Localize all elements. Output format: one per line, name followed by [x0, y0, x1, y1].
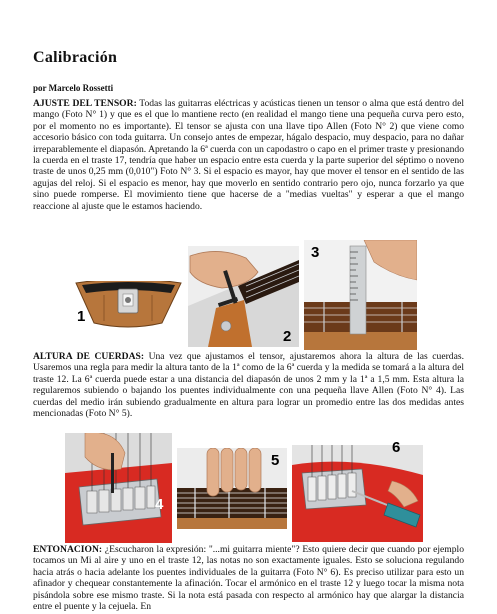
section-heading: AJUSTE DEL TENSOR:: [33, 98, 137, 109]
section-body: Todas las guitarras eléctricas y acústicas tienen un tensor o alma que está dentro del mango (Foto N° 1) y que es el que lo mantiene recto (en realidad el mango tiene una pequeña curva pero esto, por el momento no es importante). El tensor se ajusta con una llave tipo Allen (Foto N° 2) que viene como accesorio básico con toda guitarra. Un consejo antes de empezar, hágalo despacio, muy despacio, para no dañar irreparablemente el diapasón. Apretando la 6ª cuerda con un capodastro o capo en el primer traste y presionando la cuerda en el traste 17, tendría que haber un espacio entre esta cuerda y la parte superior del séptimo o noveno traste de unos 0,25 mm (0,010") Foto N° 3. Si el espacio es mayor, hay que mover el tensor en el sentido de las agujas del reloj. Si el espacio es menor, hay que moverlo en sentido contrario pero ojo, nunca forzarlo ya que sino puede romperse. El movimiento tiene que hacerse de a "medias vueltas" y esperar a que el mango reaccione al ajuste que le estamos haciendo.: [33, 98, 464, 212]
section-body: Una vez que ajustamos el tensor, ajustaremos ahora la altura de las cuerdas. Usaremos una regla para medir la altura tanto de la 1ª como de la 6ª cuerda y la medida se tomará a la altura del traste 12. La 6ª cuerda puede estar a una distancia del diapasón de unos 2 mm y la 1ª a 1,5 mm. Esta altura la regularemos subiendo o bajando los puentes individualmente con una pequeña llave Allen (Foto N° 4). Las cuerdas del medio irán subiendo gradualmente en altura para lograr un promedio entre las dos medidas antes mencionadas (Foto N° 5).: [33, 351, 464, 420]
page-title: Calibración: [33, 49, 118, 66]
photo-6-number: 6: [392, 439, 401, 456]
section-intonation: [33, 544, 464, 612]
guitar-headstock-truss-rod-icon: [74, 281, 183, 339]
bridge-saddle-adjustment-icon: [65, 433, 172, 543]
section-truss-rod: [33, 98, 464, 212]
photo-1-truss-rod: [74, 281, 183, 339]
ruler-on-fretboard-icon: [304, 240, 417, 350]
photo-6-screwdriver: [292, 445, 423, 542]
photo-4-bridge: [65, 433, 172, 543]
photo-2-number: 2: [283, 328, 292, 345]
section-string-height: [33, 351, 464, 419]
photo-1-number: 1: [77, 308, 86, 325]
photo-3-number: 3: [311, 244, 320, 261]
photo-3-ruler: [304, 240, 417, 350]
section-heading: ALTURA DE CUERDAS:: [33, 351, 145, 362]
author-byline: por Marcelo Rossetti: [33, 83, 114, 93]
section-body: ¿Escucharon la expresión: "...mi guitarra miente"? Esto quiere decir que cuando por ejemplo tocamos un Mi al aire y uno en el traste 12, las notas no son exactamente iguales. Esto se soluciona regulando hacia atrás o hacia adelante los puentes individuales de la guitarra (Foto N° 6). Es preciso utilizar para esto un afinador y chequear constantemente la afinación. Tocar el armónico en el traste 12 y luego tocar la misma nota pisándola sobre ese mismo traste. Si la nota está pasada con respecto al armónico hay que alargar la distancia entre el puente y la cejuela. En: [33, 544, 464, 613]
section-heading: ENTONACION:: [33, 544, 103, 555]
photo-5-number: 5: [271, 452, 280, 469]
screwdriver-bridge-icon: [292, 445, 423, 542]
photo-4-number: 4: [155, 496, 164, 513]
